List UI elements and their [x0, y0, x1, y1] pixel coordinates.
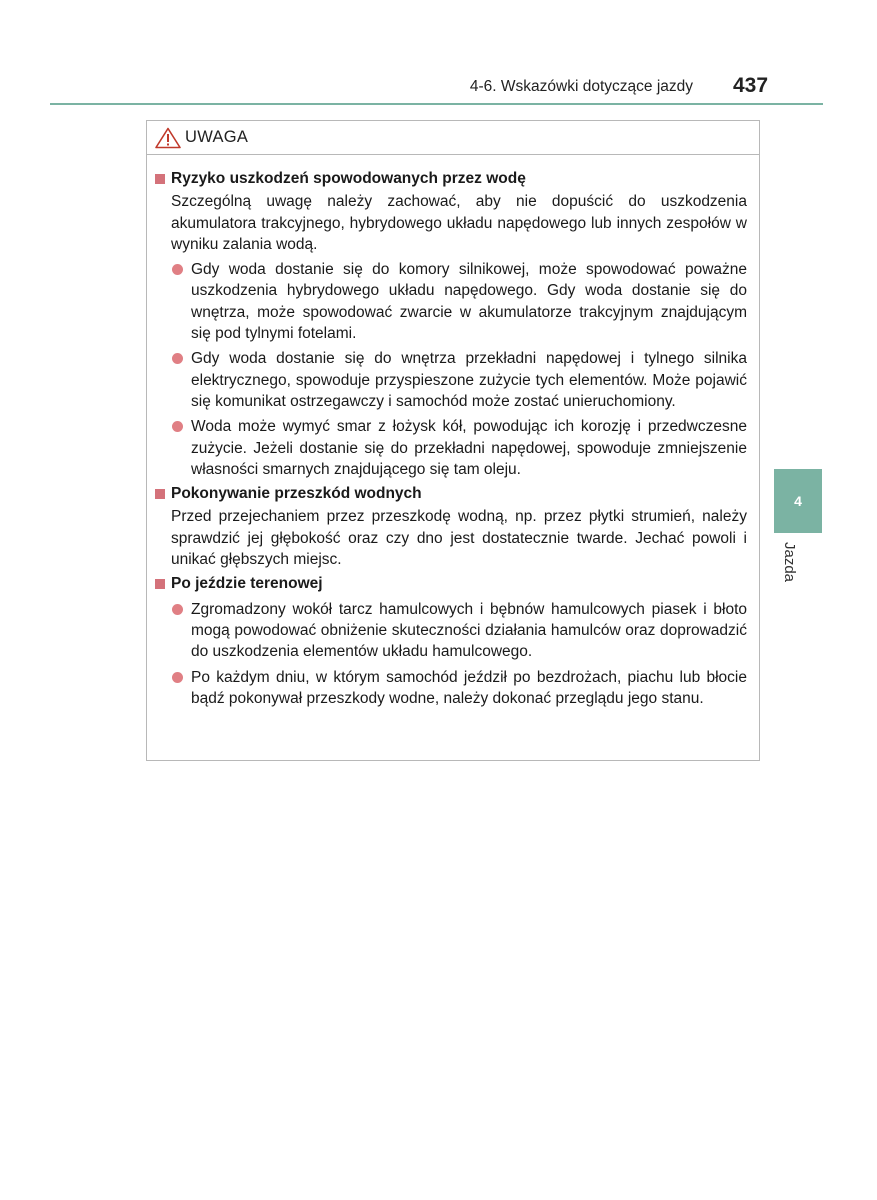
warning-triangle-icon — [155, 127, 181, 149]
square-bullet-icon — [155, 489, 165, 499]
section-title: 4-6. Wskazówki dotyczące jazdy — [469, 78, 693, 95]
round-bullet-icon — [172, 672, 183, 683]
chapter-number: 4 — [794, 493, 802, 509]
section-heading-water-damage: Ryzyko uszkodzeń spowodowanych przez wodę — [155, 168, 747, 189]
list-item: Po każdym dniu, w którym samochód jeździł po bezdrożach, piachu lub błocie bądź pokonywał przeszkody wodne, należy dokonać przeglądu jego stanu. — [191, 667, 747, 710]
section-heading-water-obstacles: Pokonywanie przeszkód wodnych — [155, 483, 747, 504]
caution-box — [146, 120, 760, 761]
square-bullet-icon — [155, 579, 165, 589]
list-item: Zgromadzony wokół tarcz hamulcowych i bębnów hamulcowych piasek i błoto mogą powodować obniżenie skuteczności działania hamulców oraz doprowadzić do uszkodzenia elementów układu hamulcowego. — [191, 599, 747, 663]
round-bullet-icon — [172, 264, 183, 275]
square-bullet-icon — [155, 174, 165, 184]
round-bullet-icon — [172, 353, 183, 364]
section-paragraph: Przed przejechaniem przez przeszkodę wodną, np. przez płytki strumień, należy sprawdzić jej głębokość oraz czy dno jest dostatecznie twarde. Jechać powoli i unikać głębszych miejsc. — [171, 508, 747, 569]
chapter-tab — [774, 469, 822, 533]
caution-header — [147, 121, 759, 155]
list-item: Gdy woda dostanie się do komory silnikowej, może spowodować poważne uszkodzenia hybrydowego układu napędowego. Gdy woda dostanie się do wnętrza, może spowodować zwarcie w akumulatorze trakcyjnym znajdującym się pod tylnymi fotelami. — [191, 259, 747, 344]
list-item: Gdy woda dostanie się do wnętrza przekładni napędowej i tylnego silnika elektrycznego, spowoduje przyspieszone zużycie tych elementów. Może pojawić się komunikat ostrzegawczy i samochód może zostać unieruchomiony. — [191, 348, 747, 412]
caution-title: UWAGA — [185, 128, 249, 146]
chapter-label: Jazda — [781, 542, 798, 583]
section-paragraph: Szczególną uwagę należy zachować, aby nie dopuścić do uszkodzenia akumulatora trakcyjnego, hybrydowego układu napędowego lub innych zespołów w wyniku zalania wodą. — [171, 193, 747, 253]
bullet-list — [155, 599, 747, 709]
round-bullet-icon — [172, 604, 183, 615]
bullet-list — [155, 259, 747, 480]
caution-content — [155, 167, 747, 711]
section-heading-offroad: Po jeździe terenowej — [155, 573, 747, 594]
round-bullet-icon — [172, 421, 183, 432]
list-item: Woda może wymyć smar z łożysk kół, powodując ich korozję i przedwczesne zużycie. Jeżeli dostanie się do przekładni napędowej, spowoduje zmniejszenie własności smarnych znajdującego się tam oleju. — [191, 416, 747, 480]
page-number: 437 — [733, 74, 769, 97]
header-divider — [50, 103, 823, 105]
